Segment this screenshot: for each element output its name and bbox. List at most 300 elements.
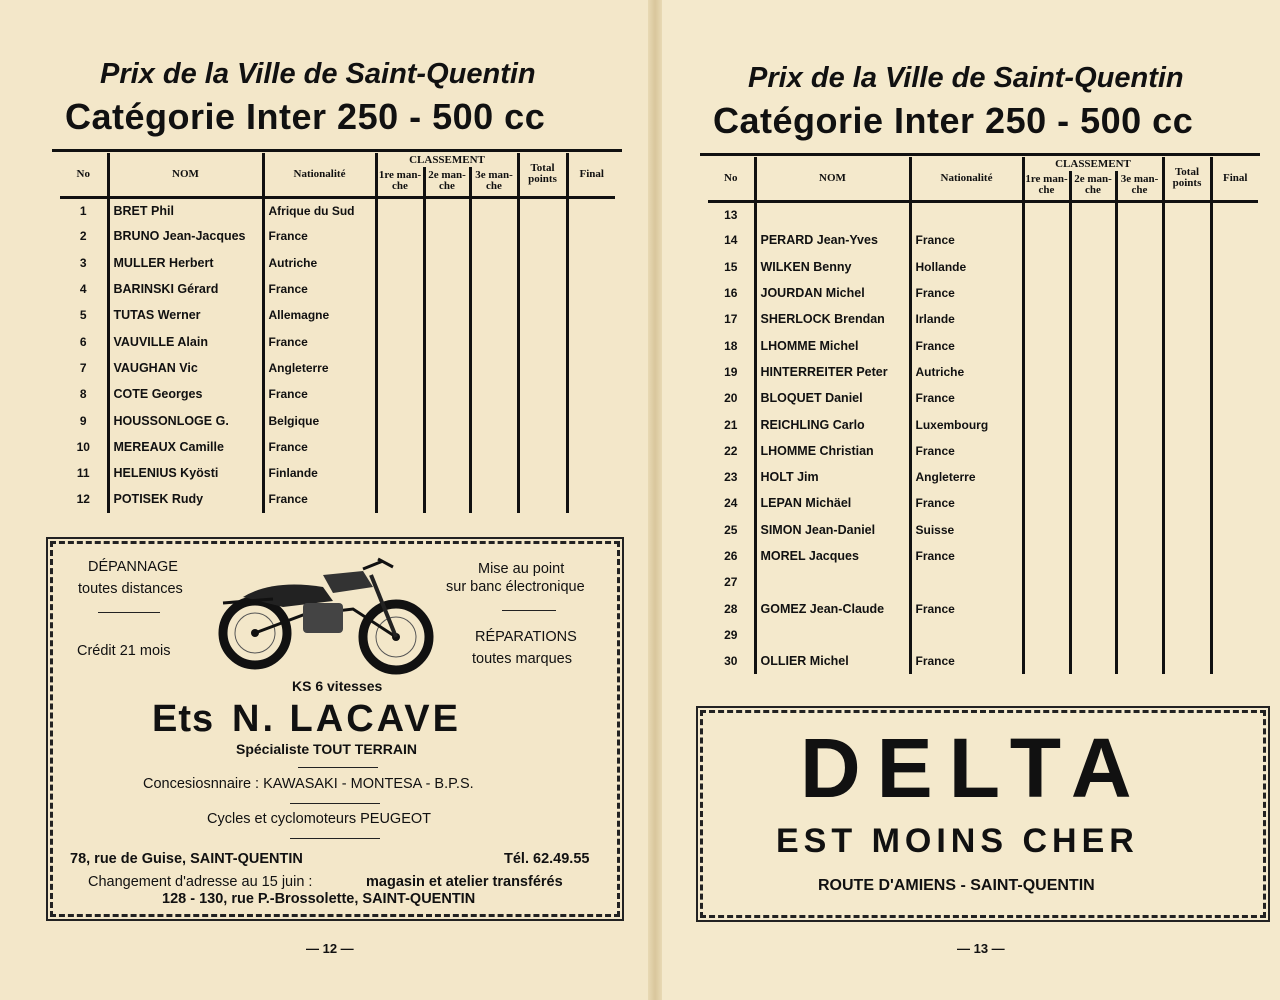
ad-reparations: RÉPARATIONS — [475, 629, 577, 645]
right-table-top-rule — [700, 153, 1260, 156]
rider-name: SHERLOCK Brendan — [755, 306, 910, 332]
final-cell — [1211, 490, 1258, 516]
table-row — [708, 280, 1258, 306]
manche1-cell — [1023, 306, 1070, 332]
manche2-cell — [1070, 595, 1116, 621]
page-number-left: — 12 — — [306, 941, 354, 956]
ad-concessionnaire: Concesiosnnaire : KAWASAKI - MONTESA - B.P.S. — [143, 776, 474, 792]
total-cell — [518, 407, 567, 433]
final-cell — [567, 460, 615, 486]
manche1-cell — [1023, 648, 1070, 674]
rider-nationality: Allemagne — [263, 302, 376, 328]
manche2-cell — [424, 302, 470, 328]
rider-name: GOMEZ Jean-Claude — [755, 595, 910, 621]
col-manche2-header: 2e man-che — [424, 167, 470, 197]
manche2-cell — [1070, 622, 1116, 648]
page-gutter — [648, 0, 662, 1000]
rider-number: 26 — [724, 549, 738, 563]
rider-nationality: France — [910, 332, 1023, 358]
manche1-cell — [376, 302, 424, 328]
page-number-right: — 13 — — [957, 941, 1005, 956]
left-table-top-rule — [52, 149, 622, 152]
manche2-cell — [424, 434, 470, 460]
manche3-cell — [470, 407, 518, 433]
rider-name: MEREAUX Camille — [108, 434, 263, 460]
manche2-cell — [424, 197, 470, 223]
total-cell — [518, 276, 567, 302]
rider-nationality: Irlande — [910, 306, 1023, 332]
manche1-cell — [376, 407, 424, 433]
manche2-cell — [1070, 438, 1116, 464]
rider-nationality: France — [910, 385, 1023, 411]
final-cell — [567, 381, 615, 407]
left-results-table — [60, 153, 615, 513]
table-row — [708, 385, 1258, 411]
rider-nationality: France — [910, 648, 1023, 674]
total-cell — [1163, 306, 1211, 332]
left-title-line2: Catégorie Inter 250 - 500 cc — [65, 96, 546, 137]
rider-nationality: Hollande — [910, 254, 1023, 280]
final-cell — [1211, 254, 1258, 280]
table-row — [708, 490, 1258, 516]
manche3-cell — [470, 302, 518, 328]
total-cell — [518, 250, 567, 276]
manche2-cell — [1070, 332, 1116, 358]
rider-nationality: Autriche — [910, 359, 1023, 385]
manche1-cell — [1023, 385, 1070, 411]
manche2-cell — [424, 250, 470, 276]
rider-number: 20 — [724, 391, 738, 406]
total-cell — [1163, 280, 1211, 306]
final-cell — [1211, 464, 1258, 490]
manche3-cell — [1116, 648, 1163, 674]
right-results-table — [708, 157, 1258, 674]
manche3-cell — [1116, 254, 1163, 280]
manche2-cell — [1070, 359, 1116, 385]
rider-nationality: France — [910, 227, 1023, 253]
right-table-body — [708, 201, 1258, 674]
final-cell — [1211, 306, 1258, 332]
rider-nationality: Belgique — [263, 407, 376, 433]
final-cell — [1211, 359, 1258, 385]
final-cell — [567, 223, 615, 249]
rider-nationality: France — [910, 490, 1023, 516]
manche1-cell — [1023, 359, 1070, 385]
manche1-cell — [376, 250, 424, 276]
rider-number: 12 — [76, 492, 90, 507]
rider-number: 1 — [79, 203, 87, 218]
table-row — [708, 648, 1258, 674]
final-cell — [1211, 595, 1258, 621]
manche3-cell — [470, 460, 518, 486]
col-no-header: No — [708, 157, 755, 201]
ad-toutes-marques: toutes marques — [472, 651, 572, 667]
rider-name: VAUGHAN Vic — [108, 355, 263, 381]
rider-number: 5 — [79, 308, 87, 323]
motorcycle-image — [213, 557, 438, 679]
col-nom-header: NOM — [755, 157, 910, 201]
ad-new-address: 128 - 130, rue P.-Brossolette, SAINT-QUENTIN — [162, 891, 476, 907]
final-cell — [1211, 280, 1258, 306]
rider-name: POTISEK Rudy — [108, 486, 263, 512]
manche3-cell — [470, 381, 518, 407]
total-cell — [518, 355, 567, 381]
manche3-cell — [470, 250, 518, 276]
rider-number: 15 — [724, 259, 738, 274]
total-cell — [518, 197, 567, 223]
rider-nationality: France — [910, 280, 1023, 306]
total-cell — [1163, 490, 1211, 516]
rider-name: TUTAS Werner — [108, 302, 263, 328]
total-cell — [518, 223, 567, 249]
rider-number: 22 — [724, 443, 738, 458]
ad-toutes-distances: toutes distances — [78, 581, 183, 597]
manche3-cell — [1116, 385, 1163, 411]
final-cell — [1211, 543, 1258, 569]
col-no-header: No — [60, 153, 108, 197]
right-title-line1: Prix de la Ville de Saint-Quentin — [748, 62, 1184, 94]
delta-brand: DELTA — [800, 721, 1148, 815]
rider-number: 3 — [79, 255, 87, 270]
rider-number: 11 — [76, 466, 90, 481]
rider-number: 27 — [724, 575, 738, 590]
manche2-cell — [424, 486, 470, 512]
rider-name: LHOMME Michel — [755, 332, 910, 358]
manche1-cell — [376, 328, 424, 354]
manche2-cell — [1070, 201, 1116, 227]
manche2-cell — [424, 381, 470, 407]
table-row — [60, 302, 615, 328]
rider-number: 8 — [79, 387, 87, 402]
table-row — [60, 486, 615, 512]
manche2-cell — [424, 407, 470, 433]
manche1-cell — [1023, 254, 1070, 280]
manche2-cell — [1070, 490, 1116, 516]
table-row — [708, 622, 1258, 648]
total-cell — [1163, 438, 1211, 464]
rider-number: 2 — [79, 229, 87, 244]
rider-name: WILKEN Benny — [755, 254, 910, 280]
col-manche1-header: 1re man-che — [376, 167, 424, 197]
ad-ks-vitesses: KS 6 vitesses — [292, 678, 383, 694]
total-cell — [1163, 622, 1211, 648]
rider-number: 24 — [724, 496, 738, 511]
col-final-header: Final — [567, 153, 615, 197]
col-total-header: Total points — [518, 153, 567, 197]
manche2-cell — [424, 460, 470, 486]
ad-specialiste: Spécialiste TOUT TERRAIN — [236, 741, 418, 757]
manche3-cell — [470, 355, 518, 381]
rider-name: VAUVILLE Alain — [108, 328, 263, 354]
manche1-cell — [376, 460, 424, 486]
table-row — [60, 355, 615, 381]
manche1-cell — [1023, 227, 1070, 253]
rider-name: OLLIER Michel — [755, 648, 910, 674]
manche3-cell — [1116, 332, 1163, 358]
rider-name: SIMON Jean-Daniel — [755, 517, 910, 543]
rider-number: 25 — [724, 522, 738, 537]
total-cell — [518, 460, 567, 486]
table-row — [60, 407, 615, 433]
final-cell — [1211, 332, 1258, 358]
rider-nationality: France — [263, 276, 376, 302]
left-table-body — [60, 197, 615, 513]
total-cell — [1163, 543, 1211, 569]
manche1-cell — [1023, 464, 1070, 490]
rider-name — [755, 201, 910, 227]
rider-name: HOLT Jim — [755, 464, 910, 490]
manche1-cell — [1023, 595, 1070, 621]
rider-nationality: Autriche — [263, 250, 376, 276]
table-row — [708, 332, 1258, 358]
final-cell — [567, 276, 615, 302]
rider-name: HELENIUS Kyösti — [108, 460, 263, 486]
table-row — [708, 359, 1258, 385]
rider-number: 13 — [724, 207, 738, 222]
manche3-cell — [1116, 569, 1163, 595]
manche2-cell — [1070, 280, 1116, 306]
rider-nationality: Suisse — [910, 517, 1023, 543]
rider-number: 29 — [724, 627, 738, 642]
rider-nationality: France — [910, 595, 1023, 621]
table-row — [60, 197, 615, 223]
manche1-cell — [376, 486, 424, 512]
final-cell — [1211, 622, 1258, 648]
rider-name: LHOMME Christian — [755, 438, 910, 464]
manche2-cell — [1070, 385, 1116, 411]
manche3-cell — [1116, 622, 1163, 648]
manche3-cell — [470, 276, 518, 302]
rider-name: HOUSSONLOGE G. — [108, 407, 263, 433]
delta-route: ROUTE D'AMIENS - SAINT-QUENTIN — [818, 877, 1095, 894]
rider-name: BRET Phil — [108, 197, 263, 223]
manche2-cell — [1070, 254, 1116, 280]
manche1-cell — [376, 223, 424, 249]
rider-number: 28 — [724, 601, 738, 616]
rider-name: COTE Georges — [108, 381, 263, 407]
table-row — [60, 460, 615, 486]
rider-number: 4 — [79, 282, 87, 297]
manche1-cell — [376, 355, 424, 381]
manche2-cell — [1070, 411, 1116, 437]
manche1-cell — [376, 197, 424, 223]
col-nationalite-header: Nationalité — [263, 153, 376, 197]
rider-nationality: France — [263, 434, 376, 460]
rider-number: 19 — [724, 364, 738, 379]
manche1-cell — [1023, 569, 1070, 595]
col-final-header: Final — [1211, 157, 1258, 201]
ad-separator — [290, 838, 380, 839]
final-cell — [1211, 201, 1258, 227]
rider-nationality: Angleterre — [910, 464, 1023, 490]
rider-number: 10 — [76, 439, 90, 454]
manche2-cell — [424, 328, 470, 354]
manche3-cell — [1116, 438, 1163, 464]
manche2-cell — [1070, 543, 1116, 569]
ad-credit: Crédit 21 mois — [77, 643, 171, 659]
total-cell — [518, 381, 567, 407]
delta-slogan: EST MOINS CHER — [776, 822, 1139, 860]
rider-number: 21 — [724, 417, 738, 432]
rider-name: LEPAN Michäel — [755, 490, 910, 516]
manche3-cell — [470, 223, 518, 249]
col-total-header: Total points — [1163, 157, 1211, 201]
total-cell — [1163, 517, 1211, 543]
rider-name: BARINSKI Gérard — [108, 276, 263, 302]
total-cell — [1163, 569, 1211, 595]
ad-address: 78, rue de Guise, SAINT-QUENTIN — [70, 851, 303, 867]
total-cell — [518, 486, 567, 512]
right-title-line2: Catégorie Inter 250 - 500 cc — [713, 100, 1194, 141]
table-row — [708, 543, 1258, 569]
final-cell — [567, 302, 615, 328]
total-cell — [518, 434, 567, 460]
rider-nationality: Finlande — [263, 460, 376, 486]
rider-number: 18 — [724, 338, 738, 353]
manche3-cell — [1116, 517, 1163, 543]
col-classement-header: CLASSEMENT — [1023, 157, 1163, 171]
rider-number: 30 — [724, 654, 738, 669]
ad-separator — [298, 767, 378, 768]
table-row — [708, 595, 1258, 621]
total-cell — [1163, 385, 1211, 411]
final-cell — [567, 328, 615, 354]
final-cell — [567, 486, 615, 512]
manche2-cell — [424, 355, 470, 381]
rider-number: 23 — [724, 470, 738, 485]
table-row — [708, 306, 1258, 332]
ad-changement-prefix: Changement d'adresse au 15 juin : — [88, 874, 313, 890]
total-cell — [1163, 359, 1211, 385]
manche2-cell — [424, 276, 470, 302]
total-cell — [1163, 201, 1211, 227]
col-classement-header: CLASSEMENT — [376, 153, 518, 167]
table-row — [60, 276, 615, 302]
manche3-cell — [1116, 227, 1163, 253]
table-row — [60, 328, 615, 354]
manche3-cell — [1116, 201, 1163, 227]
table-row — [708, 411, 1258, 437]
total-cell — [1163, 464, 1211, 490]
manche3-cell — [1116, 595, 1163, 621]
rider-name: PERARD Jean-Yves — [755, 227, 910, 253]
manche1-cell — [376, 276, 424, 302]
col-manche3-header: 3e man-che — [470, 167, 518, 197]
manche3-cell — [1116, 306, 1163, 332]
final-cell — [1211, 438, 1258, 464]
final-cell — [1211, 569, 1258, 595]
total-cell — [1163, 411, 1211, 437]
rider-number: 16 — [724, 286, 738, 301]
table-row — [60, 250, 615, 276]
manche1-cell — [1023, 438, 1070, 464]
manche3-cell — [470, 434, 518, 460]
manche1-cell — [1023, 517, 1070, 543]
rider-nationality: France — [263, 381, 376, 407]
table-row — [708, 438, 1258, 464]
final-cell — [1211, 227, 1258, 253]
manche3-cell — [1116, 490, 1163, 516]
rider-nationality: France — [910, 543, 1023, 569]
rider-number: 17 — [724, 312, 738, 327]
rider-name: MULLER Herbert — [108, 250, 263, 276]
rider-name: BRUNO Jean-Jacques — [108, 223, 263, 249]
final-cell — [567, 197, 615, 223]
manche3-cell — [1116, 359, 1163, 385]
rider-number: 9 — [79, 413, 87, 428]
rider-number: 7 — [79, 360, 87, 375]
total-cell — [518, 328, 567, 354]
rider-nationality: Afrique du Sud — [263, 197, 376, 223]
manche3-cell — [470, 486, 518, 512]
final-cell — [567, 434, 615, 460]
rider-nationality — [910, 569, 1023, 595]
table-row — [60, 223, 615, 249]
ad-mise-au-point: Mise au point — [478, 561, 565, 577]
rider-number: 14 — [724, 233, 738, 248]
final-cell — [567, 407, 615, 433]
col-nom-header: NOM — [108, 153, 263, 197]
total-cell — [1163, 227, 1211, 253]
manche1-cell — [1023, 280, 1070, 306]
rider-name — [755, 569, 910, 595]
ad-cycles: Cycles et cyclomoteurs PEUGEOT — [207, 811, 431, 827]
col-manche2-header: 2e man-che — [1070, 171, 1116, 201]
manche3-cell — [1116, 411, 1163, 437]
manche1-cell — [1023, 411, 1070, 437]
manche3-cell — [470, 197, 518, 223]
manche1-cell — [1023, 201, 1070, 227]
rider-nationality — [910, 622, 1023, 648]
final-cell — [1211, 411, 1258, 437]
final-cell — [1211, 648, 1258, 674]
ad-ets: Ets — [152, 698, 215, 740]
final-cell — [567, 250, 615, 276]
table-row — [708, 227, 1258, 253]
final-cell — [1211, 517, 1258, 543]
rider-nationality: France — [910, 438, 1023, 464]
manche3-cell — [1116, 464, 1163, 490]
manche2-cell — [1070, 569, 1116, 595]
ad-telephone: Tél. 62.49.55 — [504, 851, 590, 867]
final-cell — [1211, 385, 1258, 411]
table-row — [708, 254, 1258, 280]
col-manche3-header: 3e man-che — [1116, 171, 1163, 201]
rider-nationality: Angleterre — [263, 355, 376, 381]
rider-nationality: Luxembourg — [910, 411, 1023, 437]
manche1-cell — [376, 381, 424, 407]
col-nationalite-header: Nationalité — [910, 157, 1023, 201]
ad-separator — [290, 803, 380, 804]
table-row — [708, 201, 1258, 227]
rider-nationality: France — [263, 223, 376, 249]
manche3-cell — [1116, 280, 1163, 306]
manche2-cell — [424, 223, 470, 249]
total-cell — [1163, 595, 1211, 621]
manche1-cell — [1023, 622, 1070, 648]
total-cell — [518, 302, 567, 328]
manche2-cell — [1070, 464, 1116, 490]
table-row — [708, 569, 1258, 595]
rider-name: HINTERREITER Peter — [755, 359, 910, 385]
ad-separator — [98, 612, 160, 613]
manche3-cell — [470, 328, 518, 354]
final-cell — [567, 355, 615, 381]
rider-name: MOREL Jacques — [755, 543, 910, 569]
manche1-cell — [1023, 543, 1070, 569]
manche1-cell — [1023, 490, 1070, 516]
rider-nationality: France — [263, 486, 376, 512]
